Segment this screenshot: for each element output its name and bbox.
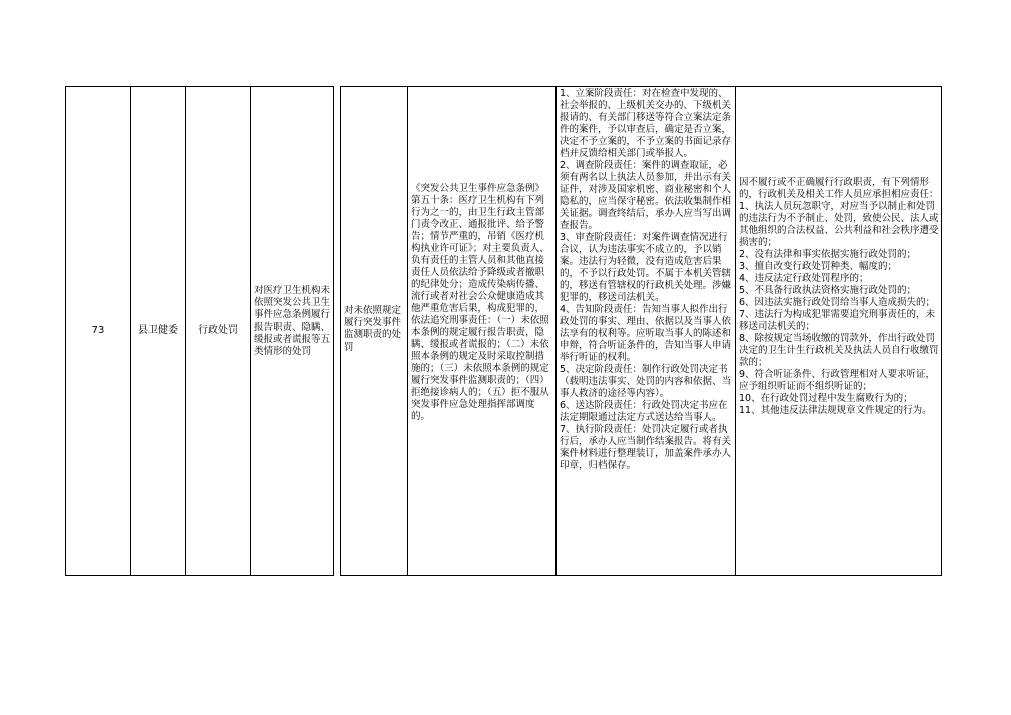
responsibility-paragraph-4: 4、告知阶段责任：告知当事人拟作出行政处罚的事实、理由、依据以及当事人依法享有的权利等。应听取当事人的陈述和申辩，符合听证条件的，告知当事人申请举行听证的权利。 [560, 304, 732, 363]
liability-paragraph-2: 1、执法人员玩忽职守，对应当予以制止和处罚的违法行为不予制止、处罚，致使公民、法人或其他组织的合法权益、公共利益和社会秩序遭受损害的； [739, 201, 939, 248]
item-name: 对医疗卫生机构未依照突发公共卫生事件应急条例履行报告职责、隐瞒、缓报或者谎报等五类情形的处罚 [254, 285, 330, 358]
sub-item-name: 对未依照规定履行突发事件监测职责的处罚 [344, 305, 402, 353]
liability-paragraph-10: 9、符合听证条件、行政管理相对人要求听证，应予组织听证而不组织听证的； [739, 369, 936, 392]
index-cell [65, 86, 131, 576]
responsibility-paragraph-2: 2、调查阶段责任：案件的调查取证，必须有两名以上执法人员参加，并出示有关证件，对涉及国家机密、商业秘密和个人隐私的，应当保守秘密。依法收集制作相关证据。调查终结后，承办人应当写出调查报告。 [560, 160, 732, 231]
responsibility-paragraph-5: 5、决定阶段责任：制作行政处罚决定书（载明违法事实、处罚的内容和依据、当事人救济的途径等内容）。 [560, 364, 732, 399]
liability-paragraph-11: 10、在行政处罚过程中发生腐败行为的； [739, 393, 913, 404]
liability-list [739, 177, 941, 497]
responsibility-list [560, 88, 734, 576]
department-name: 县卫健委 [138, 324, 178, 336]
responsibility-paragraph-1: 1、立案阶段责任：对在检查中发现的、社会举报的、上级机关交办的、下级机关报请的、有关部门移送等符合立案法定条件的案件，予以审查后，确定是否立案，决定不予立案的，不予立案的书面记录存档并反馈给相关部门或举报人。 [560, 88, 732, 159]
power-type: 行政处罚 [198, 324, 238, 336]
sub-item-cell [340, 86, 408, 576]
responsibility-paragraph-7: 7、执行阶段责任：处罚决定履行或者执行后，承办人应当制作结案报告。将有关案件材料进行整理装订，加盖案件承办人印章，归档保存。 [560, 424, 732, 471]
responsibility-paragraph-3: 3、审查阶段责任：对案件调查情况进行合议，认为违法事实不成立的，予以销案。违法行为轻微，没有造成危害后果的，不予以行政处罚。不属于本机关管辖的，移送有管辖权的行政机关处理。涉嫌犯罪的，移送司法机关。 [560, 232, 732, 303]
department-cell [130, 86, 186, 576]
liability-paragraph-5: 4、违反法定行政处罚程序的； [739, 273, 869, 284]
responsibility-cell [556, 86, 736, 576]
item-name-cell [250, 86, 334, 576]
liability-paragraph-9: 8、除按规定当场收缴的罚款外，作出行政处罚决定的卫生计生行政机关及执法人员自行收缴罚款的； [739, 333, 939, 368]
legal-basis-cell [407, 86, 556, 576]
legal-basis: 《突发公共卫生事件应急条例》第五十条：医疗卫生机构有下列行为之一的，由卫生行政主管部门责令改正、通报批评、给予警告；情节严重的，吊销《医疗机构执业许可证》；对主要负责人、负有责任的主管人员和其他直接责任人员依法给予降级或者撤职的纪律处分；造成传染病传播、流行或者对社会公众健康造成其他严重危害后果，构成犯罪的，依法追究刑事责任：（一）未依照本条例的规定履行报告职责，隐瞒、缓报或者谎报的；（二）未依照本条例的规定及时采取控制措施的；（三）未依照本条例的规定履行突发事件监测职责的；（四）拒绝接诊病人的；（五）拒不服从突发事件应急处理指挥部调度的。 [411, 183, 549, 422]
responsibility-paragraph-6: 6、送达阶段责任：行政处罚决定书应在法定期限通过法定方式送达给当事人。 [560, 400, 728, 423]
row-index: 73 [91, 324, 105, 336]
liability-paragraph-12: 11、其他违反法律法规规章文件规定的行为。 [739, 405, 932, 416]
liability-paragraph-4: 3、擅自改变行政处罚种类、幅度的； [739, 261, 898, 272]
liability-paragraph-6: 5、不具备行政执法资格实施行政处罚的； [739, 285, 917, 296]
liability-paragraph-3: 2、没有法律和事实依据实施行政处罚的； [739, 249, 917, 260]
liability-cell [735, 86, 942, 576]
liability-paragraph-8: 7、违法行为构成犯罪需要追究刑事责任的，未移送司法机关的； [739, 309, 936, 332]
liability-paragraph-7: 6、因违法实施行政处罚给当事人造成损失的； [739, 297, 936, 308]
liability-paragraph-1: 因不履行或不正确履行行政职责，有下列情形的，行政机关及相关工作人员应承担相应责任： [739, 177, 939, 200]
type-cell [185, 86, 251, 576]
